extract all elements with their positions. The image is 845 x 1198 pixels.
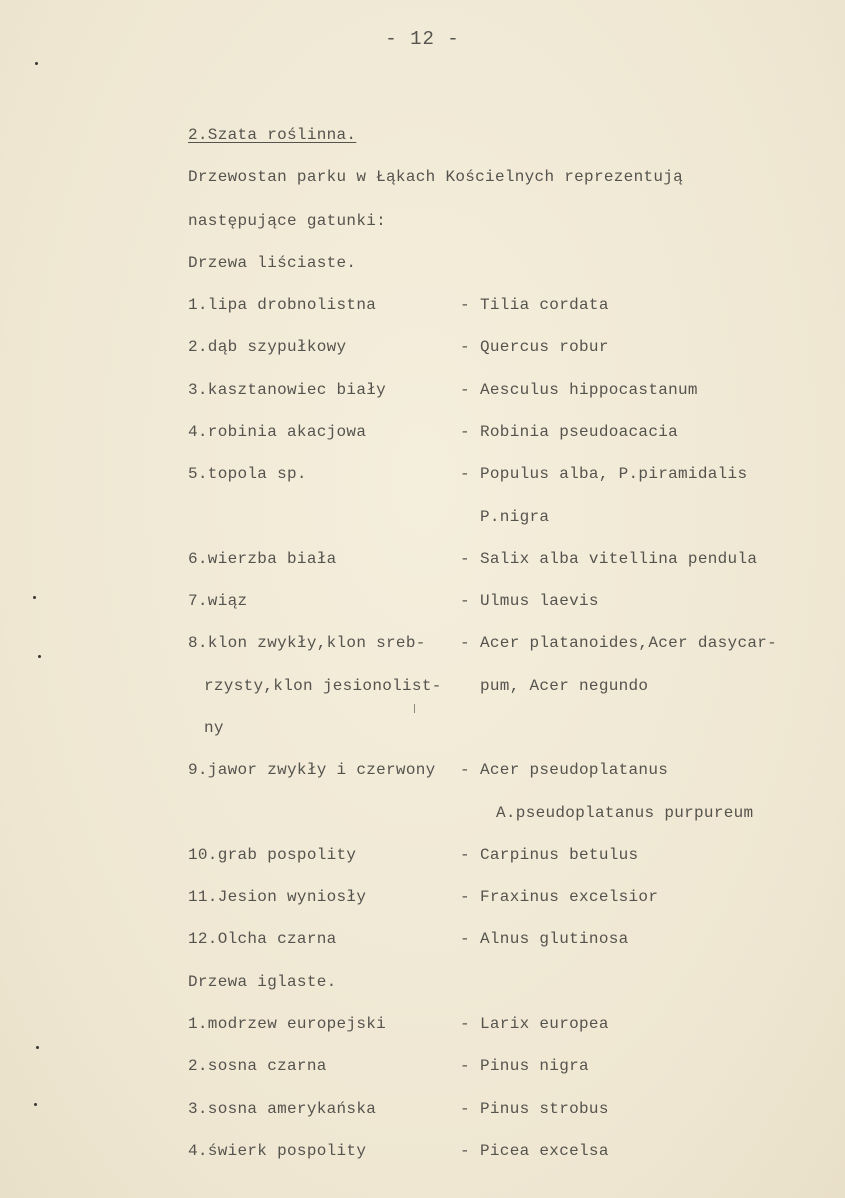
separator-dash: - bbox=[460, 1015, 470, 1033]
section-title: 2.Szata roślinna. bbox=[188, 126, 357, 144]
separator-dash: - bbox=[460, 761, 470, 779]
species-latin-name: Larix europea bbox=[480, 1015, 609, 1033]
species-latin-name: Picea excelsa bbox=[480, 1142, 609, 1160]
species-polish-name: 1.lipa drobnolistna bbox=[188, 296, 377, 314]
species-latin-name: Quercus robur bbox=[480, 338, 609, 356]
species-latin-name: Pinus strobus bbox=[480, 1100, 609, 1118]
species-polish-name: 9.jawor zwykły i czerwony bbox=[188, 761, 436, 779]
species-latin-name: Salix alba vitellina pendula bbox=[480, 550, 758, 568]
margin-mark bbox=[35, 62, 38, 65]
conifer-header: Drzewa iglaste. bbox=[188, 973, 337, 991]
species-latin-name: pum, Acer negundo bbox=[480, 677, 649, 695]
margin-mark bbox=[38, 655, 41, 658]
species-polish-name: 8.klon zwykły,klon sreb- bbox=[188, 634, 426, 652]
species-polish-name: 11.Jesion wyniosły bbox=[188, 888, 367, 906]
species-polish-name: 1.modrzew europejski bbox=[188, 1015, 387, 1033]
separator-dash: - bbox=[460, 550, 470, 568]
pen-tick bbox=[414, 704, 415, 713]
species-polish-name: 4.świerk pospolity bbox=[188, 1142, 367, 1160]
species-polish-name: 2.sosna czarna bbox=[188, 1057, 327, 1075]
species-latin-name: Aesculus hippocastanum bbox=[480, 381, 698, 399]
margin-mark bbox=[34, 1103, 37, 1106]
species-polish-name: 10.grab pospolity bbox=[188, 846, 357, 864]
species-polish-name: rzysty,klon jesionolist- bbox=[204, 677, 442, 695]
species-polish-name: 12.Olcha czarna bbox=[188, 930, 337, 948]
species-polish-name: 3.sosna amerykańska bbox=[188, 1100, 377, 1118]
separator-dash: - bbox=[460, 930, 470, 948]
species-latin-name: A.pseudoplatanus purpureum bbox=[496, 804, 754, 822]
separator-dash: - bbox=[460, 634, 470, 652]
species-latin-name: P.nigra bbox=[480, 508, 550, 526]
separator-dash: - bbox=[460, 381, 470, 399]
species-latin-name: Alnus glutinosa bbox=[480, 930, 629, 948]
species-polish-name: ny bbox=[204, 719, 224, 737]
species-polish-name: 2.dąb szypułkowy bbox=[188, 338, 347, 356]
margin-mark bbox=[33, 596, 36, 599]
species-latin-name: Ulmus laevis bbox=[480, 592, 599, 610]
intro-line: Drzewostan parku w Łąkach Kościelnych reprezentują bbox=[188, 168, 684, 186]
species-polish-name: 4.robinia akacjowa bbox=[188, 423, 367, 441]
separator-dash: - bbox=[460, 423, 470, 441]
species-latin-name: Carpinus betulus bbox=[480, 846, 639, 864]
species-latin-name: Populus alba, P.piramidalis bbox=[480, 465, 748, 483]
separator-dash: - bbox=[460, 296, 470, 314]
margin-mark bbox=[36, 1046, 39, 1049]
species-polish-name: 7.wiąz bbox=[188, 592, 248, 610]
separator-dash: - bbox=[460, 888, 470, 906]
species-latin-name: Tilia cordata bbox=[480, 296, 609, 314]
species-latin-name: Fraxinus excelsior bbox=[480, 888, 659, 906]
page-number: - 12 - bbox=[385, 28, 460, 50]
species-latin-name: Acer platanoides,Acer dasycar- bbox=[480, 634, 778, 652]
separator-dash: - bbox=[460, 1142, 470, 1160]
separator-dash: - bbox=[460, 465, 470, 483]
species-latin-name: Acer pseudoplatanus bbox=[480, 761, 669, 779]
separator-dash: - bbox=[460, 592, 470, 610]
intro-line: następujące gatunki: bbox=[188, 212, 387, 230]
separator-dash: - bbox=[460, 1100, 470, 1118]
species-polish-name: 3.kasztanowiec biały bbox=[188, 381, 387, 399]
species-latin-name: Pinus nigra bbox=[480, 1057, 589, 1075]
species-latin-name: Robinia pseudoacacia bbox=[480, 423, 679, 441]
separator-dash: - bbox=[460, 338, 470, 356]
species-polish-name: 5.topola sp. bbox=[188, 465, 307, 483]
separator-dash: - bbox=[460, 1057, 470, 1075]
separator-dash: - bbox=[460, 846, 470, 864]
species-polish-name: 6.wierzba biała bbox=[188, 550, 337, 568]
deciduous-header: Drzewa liściaste. bbox=[188, 254, 357, 272]
